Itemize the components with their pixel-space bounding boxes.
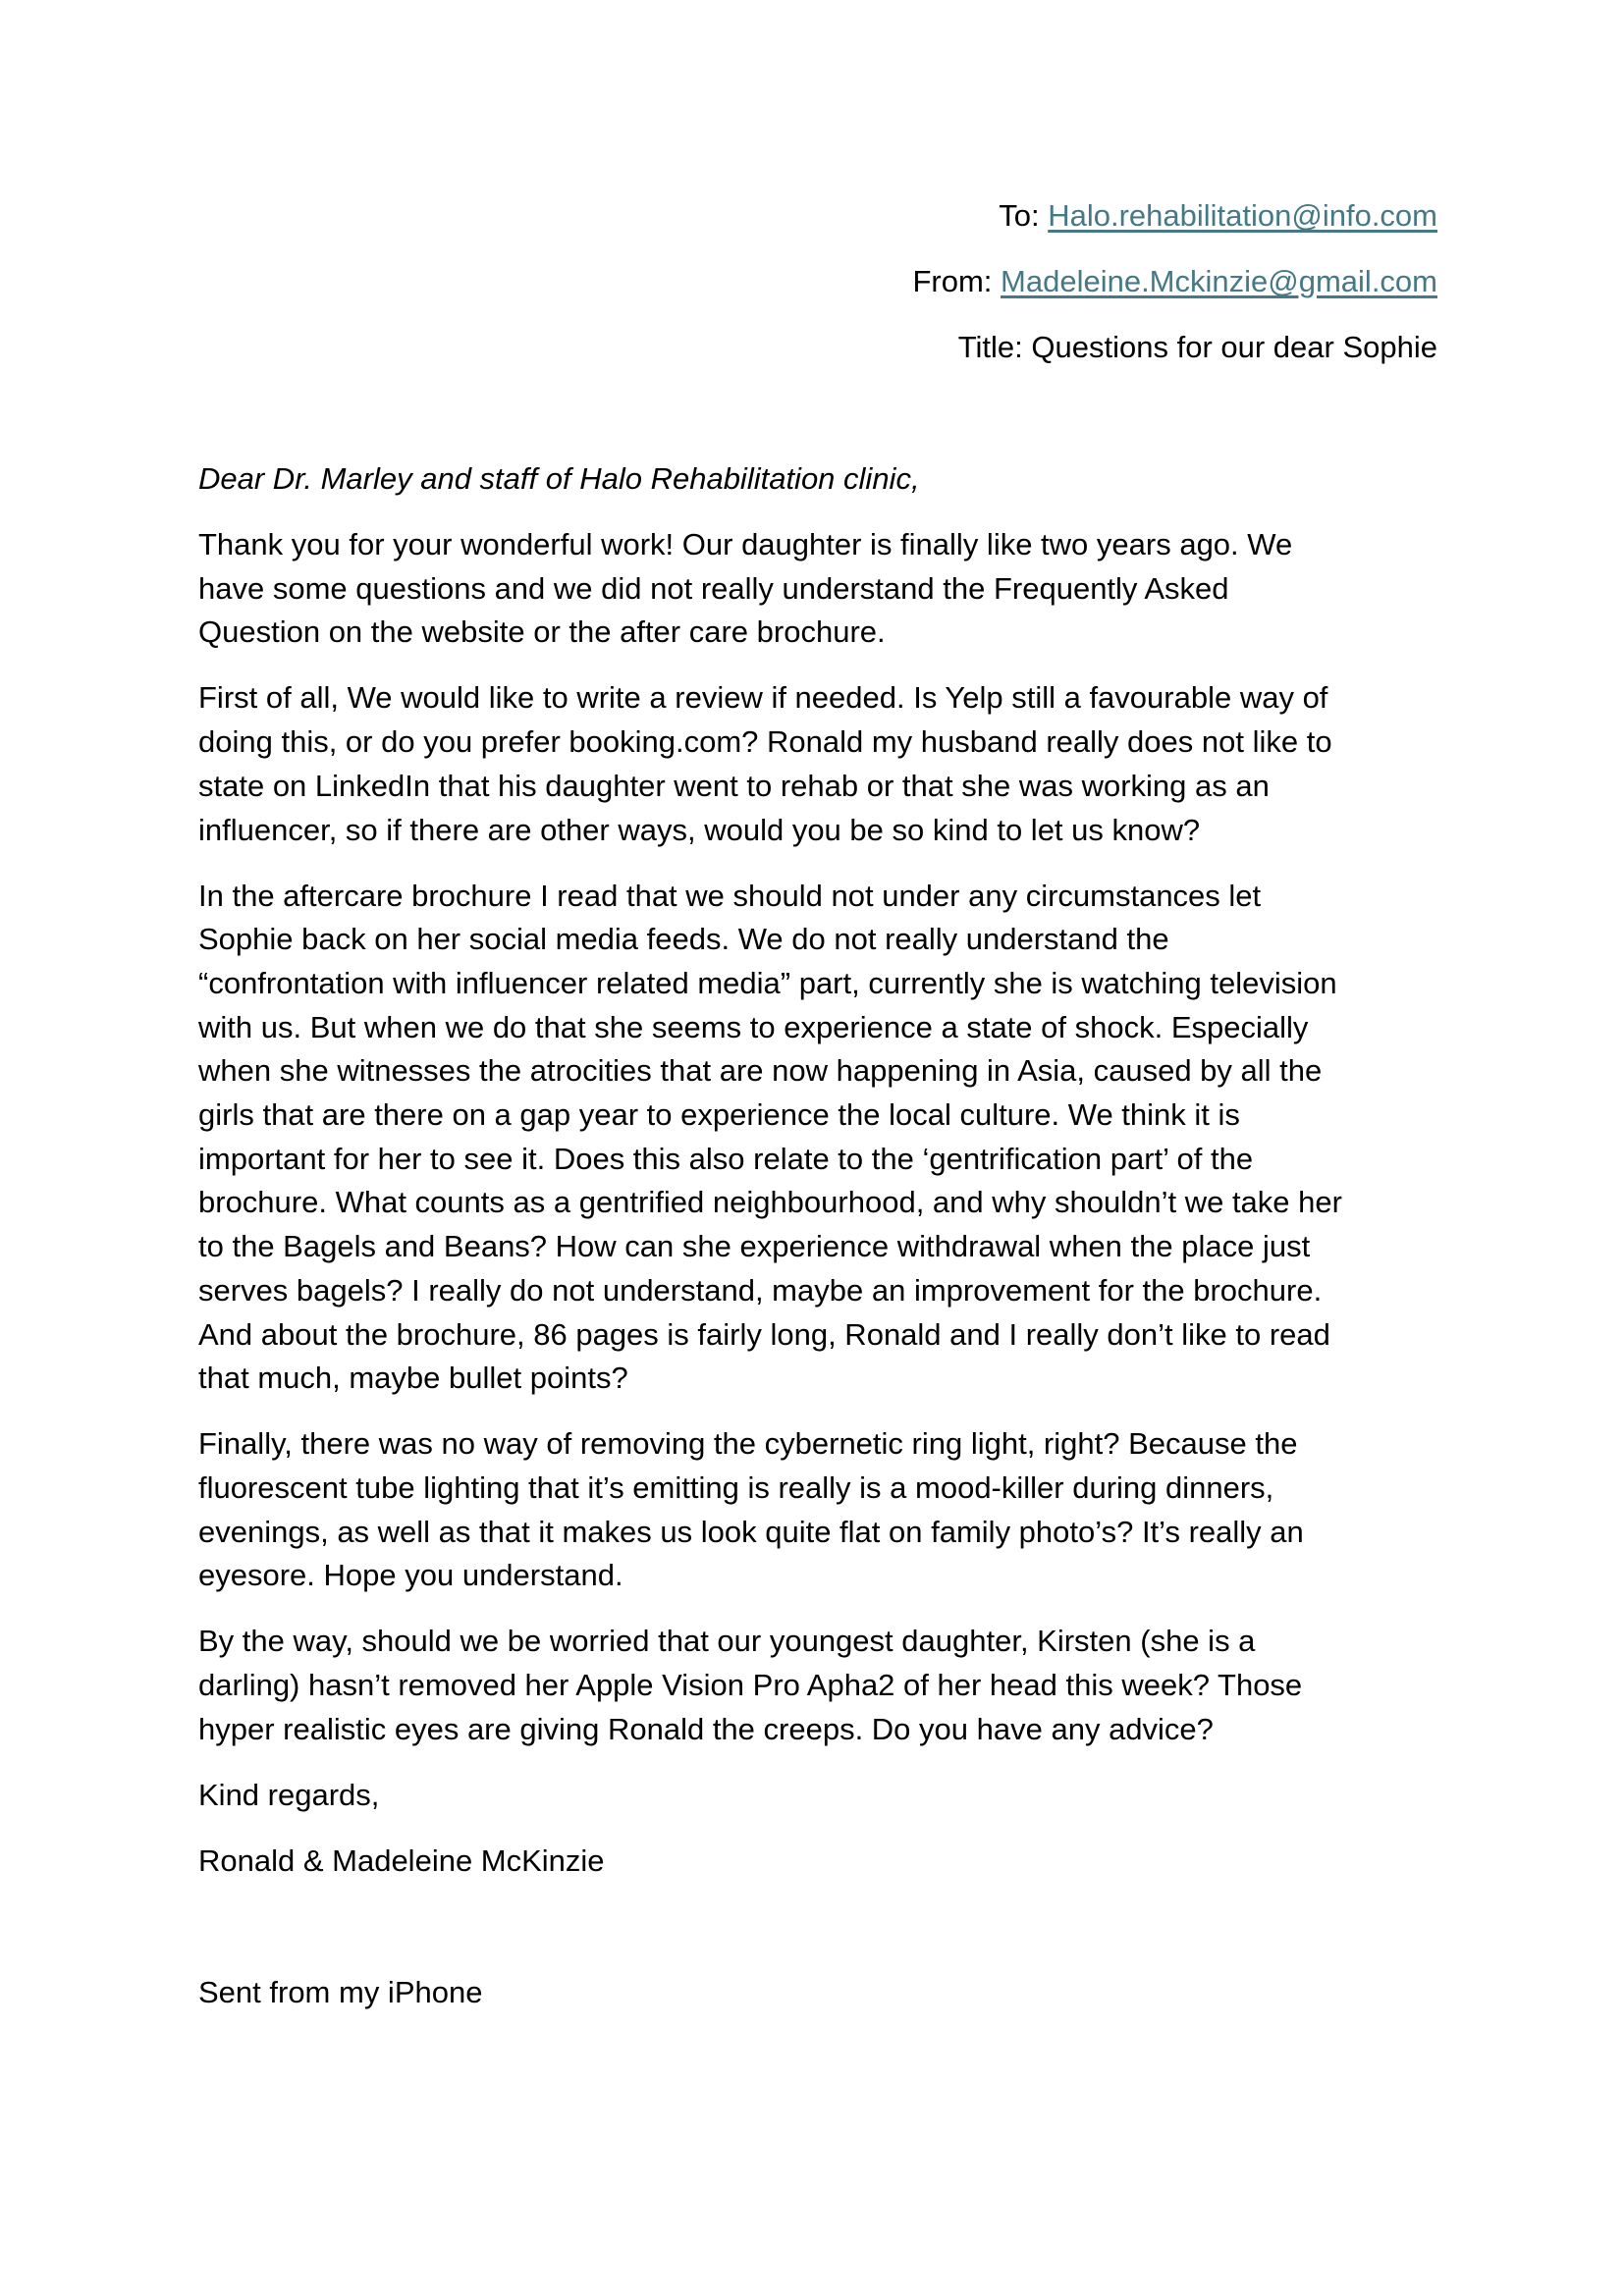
paragraph-line: Thank you for your wonderful work! Our daughter is finally like two years ago. We	[198, 526, 1293, 561]
paragraph-line: state on LinkedIn that his daughter went to rehab or that she was working as an	[198, 768, 1270, 803]
from-line	[198, 260, 1437, 304]
body-paragraph	[198, 875, 1437, 1401]
footer-sent-from: Sent from my iPhone	[198, 1974, 483, 2009]
paragraph-line: First of all, We would like to write a review if needed. Is Yelp still a favourable way of	[198, 680, 1328, 716]
paragraph-line: Question on the website or the after care brochure.	[198, 614, 886, 650]
spacer	[198, 1905, 1437, 1949]
paragraph-line: have some questions and we did not really understand the Frequently Asked	[198, 570, 1229, 606]
paragraph-line: By the way, should we be worried that our youngest daughter, Kirsten (she is a	[198, 1624, 1256, 1659]
title-line	[198, 326, 1437, 370]
paragraph-line: doing this, or do you prefer booking.com? Ronald my husband really does not like to	[198, 724, 1332, 760]
closing: Kind regards,	[198, 1777, 380, 1812]
paragraph-line: Sophie back on her social media feeds. We do not really understand the	[198, 922, 1169, 957]
paragraph-line: darling) hasn’t removed her Apple Vision Pro Apha2 of her head this week? Those	[198, 1668, 1303, 1703]
paragraph-line: with us. But when we do that she seems to experience a state of shock. Especially	[198, 1009, 1309, 1044]
to-email-link[interactable]: Halo.rehabilitation@info.com	[1048, 198, 1437, 233]
paragraph-line: girls that are there on a gap year to experience the local culture. We think it is	[198, 1097, 1240, 1133]
paragraph-line: In the aftercare brochure I read that we should not under any circumstances let	[198, 878, 1262, 913]
paragraph-line: brochure. What counts as a gentrified neighbourhood, and why shouldn’t we take her	[198, 1185, 1342, 1220]
body-paragraph	[198, 676, 1437, 852]
from-email-link[interactable]: Madeleine.Mckinzie@gmail.com	[1001, 264, 1437, 298]
email-document	[198, 194, 1437, 2037]
paragraph-line: fluorescent tube lighting that it’s emitting is really is a mood-killer during dinners,	[198, 1469, 1274, 1505]
paragraph-line: evenings, as well as that it makes us look quite flat on family photo’s? It’s really an	[198, 1514, 1304, 1549]
paragraph-line: when she witnesses the atrocities that are now happening in Asia, caused by all the	[198, 1053, 1323, 1089]
signature: Ronald & Madeleine McKinzie	[198, 1842, 605, 1878]
paragraph-line: serves bagels? I really do not understand, maybe an improvement for the brochure.	[198, 1272, 1323, 1308]
to-label: To:	[999, 198, 1040, 233]
paragraph-line: “confrontation with influencer related media” part, currently she is watching television	[198, 965, 1337, 1000]
body-paragraph	[198, 523, 1437, 655]
paragraph-line: eyesore. Hope you understand.	[198, 1558, 623, 1593]
paragraph-line: important for her to see it. Does this also relate to the ‘gentrification part’ of the	[198, 1141, 1254, 1176]
paragraph-line: Finally, there was no way of removing the cybernetic ring light, right? Because the	[198, 1426, 1298, 1462]
paragraph-line: And about the brochure, 86 pages is fairly long, Ronald and I really don’t like to read	[198, 1316, 1330, 1352]
paragraph-line: to the Bagels and Beans? How can she experience withdrawal when the place just	[198, 1229, 1311, 1264]
salutation: Dear Dr. Marley and staff of Halo Rehabilitation clinic,	[198, 460, 920, 496]
title-label: Title:	[957, 330, 1023, 364]
to-line	[198, 194, 1437, 239]
title-value: Questions for our dear Sophie	[1031, 330, 1437, 364]
from-label: From:	[912, 264, 993, 298]
paragraph-line: influencer, so if there are other ways, would you be so kind to let us know?	[198, 812, 1201, 847]
paragraph-line: that much, maybe bullet points?	[198, 1361, 628, 1396]
letter-body	[198, 523, 1437, 1751]
body-paragraph	[198, 1620, 1437, 1751]
spacer	[198, 392, 1437, 436]
body-paragraph	[198, 1422, 1437, 1598]
paragraph-line: hyper realistic eyes are giving Ronald the creeps. Do you have any advice?	[198, 1711, 1214, 1746]
